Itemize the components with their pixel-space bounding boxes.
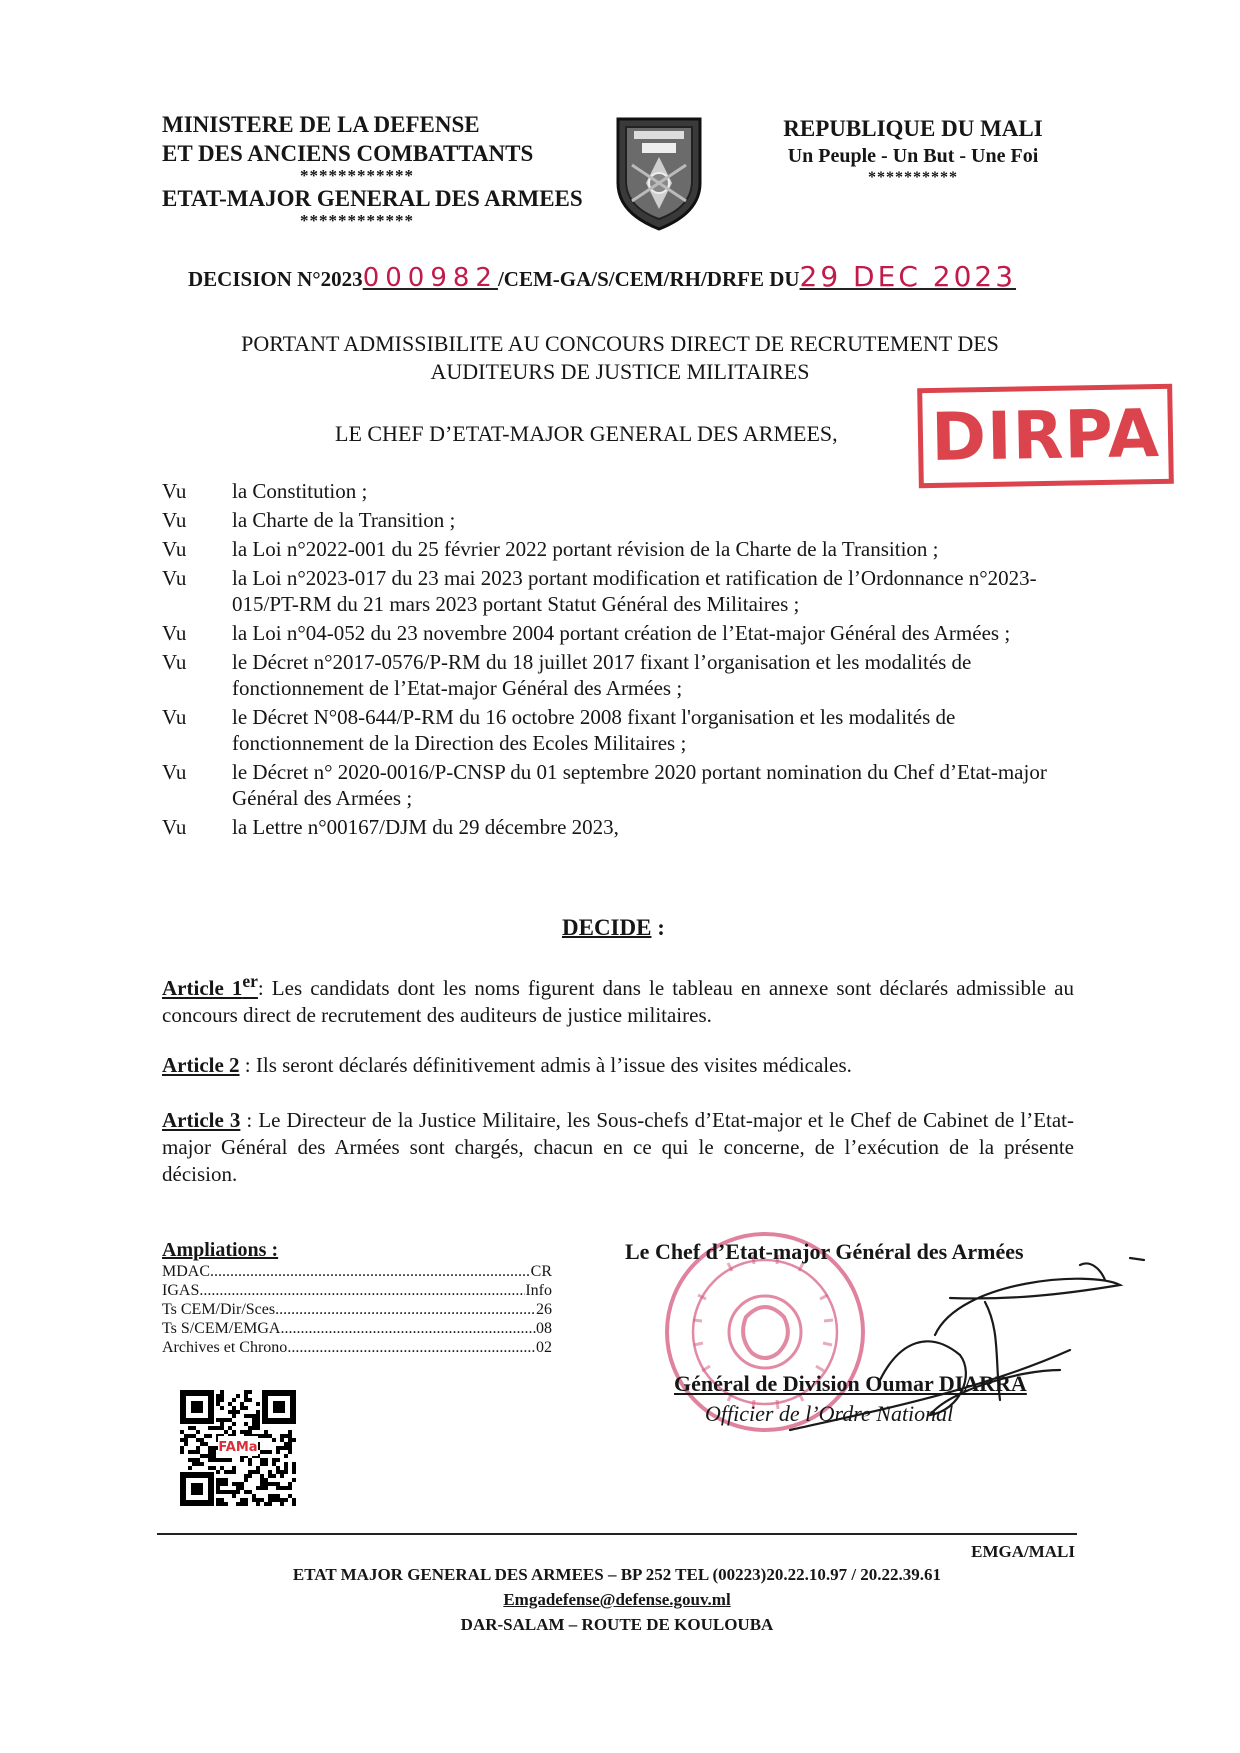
authority-line: LE CHEF D’ETAT-MAJOR GENERAL DES ARMEES, <box>335 421 838 446</box>
article-1-label: Article 1er <box>162 971 258 1000</box>
ampliations-title: Ampliations : <box>162 1239 279 1261</box>
separator-stars-1: ************ <box>300 166 414 185</box>
vu-text: la Charte de la Transition ; <box>232 508 456 532</box>
vu-text: la Constitution ; <box>232 479 368 503</box>
vu-text: le Décret N°08-644/P-RM du 16 octobre 2008 fixant l'organisation et les modalités de fonctionnement de la Direction des Ecoles Militaires ; <box>232 705 956 755</box>
vu-text: la Lettre n°00167/DJM du 29 décembre 2023, <box>232 815 619 839</box>
decision-prefix: DECISION N°2023 <box>188 267 363 291</box>
article-3-label: Article 3 <box>162 1108 241 1132</box>
legal-basis-item <box>162 478 1082 504</box>
decision-ref-code: /CEM-GA/S/CEM/RH/DRFE DU <box>497 267 800 291</box>
ministry-header <box>162 110 622 229</box>
ampliation-leader <box>199 1281 525 1300</box>
qr-fama-label: FAMa <box>218 1440 258 1455</box>
article-1-text: : Les candidats dont les noms figurent dans le tableau en annexe sont déclarés admissible au concours direct de recrutement des auditeurs de justice militaires. <box>162 976 1074 1027</box>
legal-basis-item <box>162 814 1082 840</box>
ampliation-row <box>162 1281 552 1300</box>
vu-label: Vu <box>162 815 187 839</box>
ampliation-row <box>162 1262 552 1281</box>
footer-address: ETAT MAJOR GENERAL DES ARMEES – BP 252 TEL (00223)20.22.10.97 / 20.22.39.61 <box>292 1565 942 1584</box>
legal-basis-item <box>162 507 1082 533</box>
ampliation-count: 08 <box>536 1320 552 1337</box>
signatory-title: Le Chef d’Etat-major Général des Armées <box>625 1239 1024 1264</box>
decision-number-stamp: 000982 <box>362 263 498 293</box>
ampliation-row <box>162 1338 552 1357</box>
vu-label: Vu <box>162 479 187 503</box>
article-1-sup: er <box>242 971 258 991</box>
decision-subject <box>170 330 1070 386</box>
ampliation-recipient: IGAS <box>162 1282 200 1299</box>
ministry-line-1: MINISTERE DE LA DEFENSE <box>162 112 480 137</box>
vu-text: la Loi n°04-052 du 23 novembre 2004 portant création de l’Etat-major Général des Armées ; <box>232 621 1011 645</box>
vu-text: le Décret n° 2020-0016/P-CNSP du 01 septembre 2020 portant nomination du Chef d’Etat-major Général des Armées ; <box>232 760 1047 810</box>
legal-basis-item <box>162 649 1082 701</box>
ampliations-block <box>162 1238 552 1357</box>
subject-line-1: PORTANT ADMISSIBILITE AU CONCOURS DIRECT DE RECRUTEMENT DES <box>241 331 999 356</box>
vu-label: Vu <box>162 537 187 561</box>
qr-code-icon <box>180 1390 296 1506</box>
legal-basis-item <box>162 759 1082 811</box>
national-motto: Un Peuple - Un But - Une Foi <box>787 145 1039 167</box>
ampliation-recipient: MDAC <box>162 1263 211 1280</box>
article-2-text: : Ils seront déclarés définitivement admis à l’issue des visites médicales. <box>239 1053 852 1077</box>
ampliations-list <box>162 1262 552 1357</box>
ampliation-leader <box>275 1300 536 1319</box>
army-emblem-icon <box>612 113 706 233</box>
legal-basis-item <box>162 704 1082 756</box>
article-2-label: Article 2 <box>162 1053 240 1077</box>
footer-org-code: EMGA/MALI <box>971 1542 1075 1561</box>
article-1 <box>162 968 1074 1029</box>
article-3 <box>162 1107 1074 1188</box>
decide-heading <box>562 913 665 943</box>
vu-label: Vu <box>162 566 187 590</box>
decision-reference <box>188 262 1058 294</box>
country-name: REPUBLIQUE DU MALI <box>783 116 1043 141</box>
dirpa-stamp: DIRPA <box>917 384 1174 488</box>
signatory-name: Général de Division Oumar DIARRA <box>674 1371 1027 1396</box>
separator-stars-3: ********** <box>868 169 958 186</box>
vu-label: Vu <box>162 621 187 645</box>
ampliation-row <box>162 1319 552 1338</box>
ampliation-count: 26 <box>536 1301 552 1318</box>
ampliation-recipient: Ts S/CEM/EMGA <box>162 1320 281 1337</box>
ampliation-leader <box>210 1262 531 1281</box>
vu-label: Vu <box>162 705 187 729</box>
article-3-text: : Le Directeur de la Justice Militaire, les Sous-chefs d’Etat-major et le Chef de Cabinet de l’Etat-major Général des Armées sont chargés, chacun en ce qui le concerne, de l’exécution de la présente décision. <box>162 1108 1074 1186</box>
vu-text: la Loi n°2023-017 du 23 mai 2023 portant modification et ratification de l’Ordonnance n°2023-015/PT-RM du 21 mars 2023 portant Statut Général des Militaires ; <box>232 566 1037 616</box>
vu-label: Vu <box>162 760 187 784</box>
ampliation-row <box>162 1300 552 1319</box>
subject-line-2: AUDITEURS DE JUSTICE MILITAIRES <box>430 359 810 384</box>
legal-basis-item <box>162 565 1082 617</box>
legal-basis-item <box>162 536 1082 562</box>
ministry-line-2: ET DES ANCIENS COMBATTANTS <box>162 141 534 166</box>
ministry-line-3: ETAT-MAJOR GENERAL DES ARMEES <box>162 186 583 211</box>
footer-divider <box>157 1533 1077 1535</box>
ampliation-leader <box>280 1319 536 1338</box>
vu-label: Vu <box>162 508 187 532</box>
signatory-rank: Officier de l’Ordre National <box>705 1401 954 1426</box>
vu-text: la Loi n°2022-001 du 25 février 2022 portant révision de la Charte de la Transition ; <box>232 537 939 561</box>
legal-basis-list <box>162 478 1082 843</box>
decide-suffix: : <box>651 915 665 940</box>
footer-location: DAR-SALAM – ROUTE DE KOULOUBA <box>460 1615 774 1634</box>
separator-stars-2: ************ <box>300 211 414 230</box>
vu-label: Vu <box>162 650 187 674</box>
ampliation-recipient: Archives et Chrono <box>162 1339 288 1356</box>
republic-header <box>758 115 1068 186</box>
ampliation-recipient: Ts CEM/Dir/Sces <box>162 1301 276 1318</box>
decision-date-stamp: 29 DEC 2023 <box>799 260 1017 293</box>
ampliation-count: CR <box>530 1263 552 1280</box>
ampliation-leader <box>287 1338 536 1357</box>
decide-label: DECIDE <box>562 915 652 940</box>
ampliation-count: 02 <box>536 1339 552 1356</box>
footer <box>157 1562 1077 1637</box>
ampliation-count: Info <box>525 1282 552 1299</box>
footer-email-link[interactable]: Emgadefense@defense.gouv.ml <box>503 1590 731 1609</box>
legal-basis-item <box>162 620 1082 646</box>
vu-text: le Décret n°2017-0576/P-RM du 18 juillet 2017 fixant l’organisation et les modalités de fonctionnement de l’Etat-major Général des Armées ; <box>232 650 972 700</box>
article-2 <box>162 1052 1074 1079</box>
